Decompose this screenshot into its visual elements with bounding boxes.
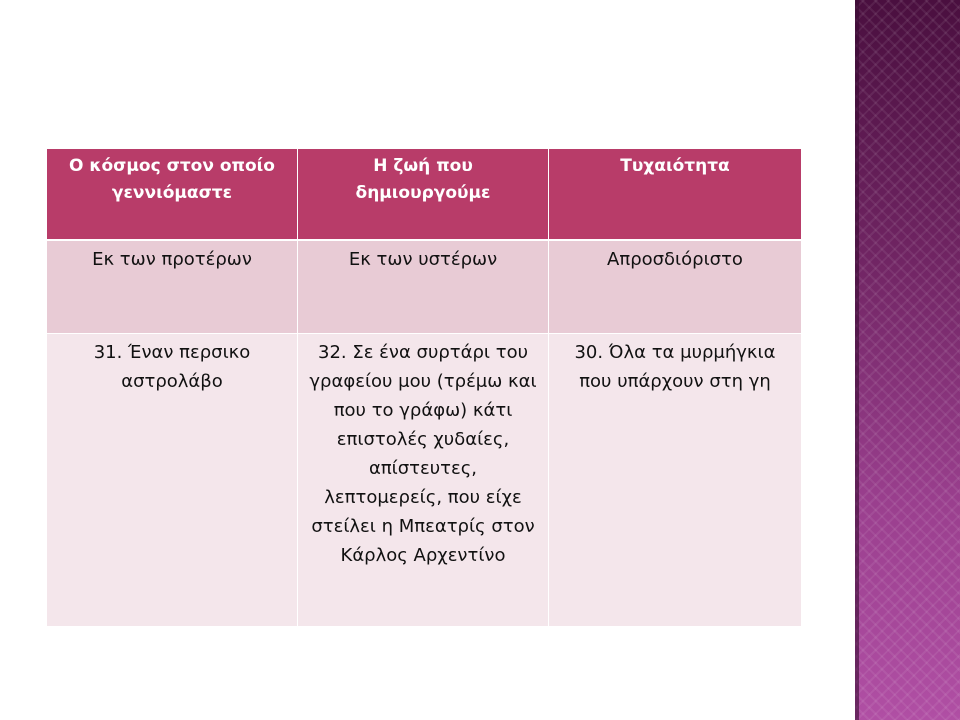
table-cell: 30. Όλα τα μυρμήγκια που υπάρχουν στη γη (549, 334, 802, 627)
table-cell: Απροσδιόριστο (549, 240, 802, 334)
comparison-table (46, 148, 802, 627)
table-cell: Εκ των υστέρων (298, 240, 549, 334)
side-band-edge (855, 0, 859, 720)
header-world-born: Ο κόσμος στον οποίο γεννιόμαστε (47, 149, 298, 241)
table-row (47, 334, 802, 627)
table-cell: 32. Σε ένα συρτάρι του γραφείου μου (τρέμω και που το γράφω) κάτι επιστολές χυδαίες, απίστευτες, λεπτομερείς, που είχε στείλει η Μπεατρίς στον Κάρλος Αρχεντίνο (298, 334, 549, 627)
table-cell: Εκ των προτέρων (47, 240, 298, 334)
decorative-side-band (855, 0, 960, 720)
table-header-row (47, 149, 802, 241)
table-row (47, 240, 802, 334)
side-band-texture (855, 0, 960, 720)
header-randomness: Τυχαιότητα (549, 149, 802, 241)
header-life-created: Η ζωή που δημιουργούμε (298, 149, 549, 241)
table-cell: 31. Έναν περσικο αστρολάβο (47, 334, 298, 627)
